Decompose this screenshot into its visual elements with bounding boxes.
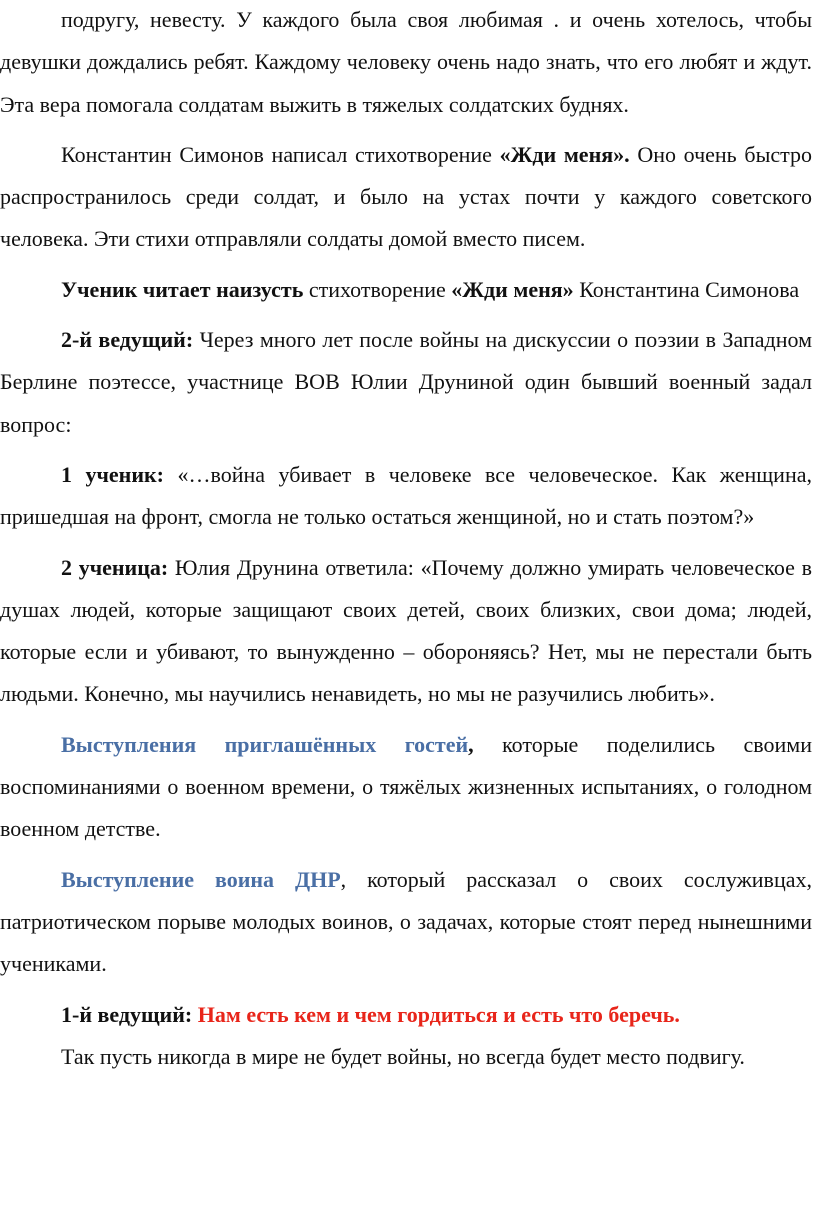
guests-highlight: Выступления приглашённых гостей [61, 731, 469, 757]
speaker-label: 2-й ведущий: [61, 327, 194, 353]
paragraph-text: Так пусть никогда в мире не будет войны, но всегда будет место подвигу. [61, 1043, 745, 1069]
paragraph-text: Константина Симонова [573, 276, 800, 302]
speaker-label: 1 ученик: [61, 461, 164, 487]
paragraph-student-recites [0, 269, 812, 311]
soldier-highlight: Выступление воина ДНР [61, 866, 341, 892]
poem-title: «Жди меня». [499, 141, 630, 167]
paragraph-host-1 [0, 994, 812, 1036]
speaker-label: 2 ученица: [61, 554, 169, 580]
paragraph-girlfriends [0, 0, 812, 126]
stage-direction: Ученик читает наизусть [61, 276, 304, 302]
poem-title: «Жди меня» [451, 276, 574, 302]
paragraph-student-1 [0, 454, 812, 539]
paragraph-simonov [0, 134, 812, 261]
paragraph-text: Через много лет после войны на дискуссии о поэзии в Западном Берлине поэтессе, участнице ВОВ Юлии Друниной один бывший военный задал вопрос: [0, 327, 812, 437]
paragraph-closing [0, 1036, 812, 1078]
paragraph-student-2 [0, 547, 812, 716]
paragraph-text: Оно очень быстро распространилось среди солдат, и было на устах почти у каждого советского человека. Эти стихи отправляли солдаты домой вместо писем. [0, 141, 812, 252]
speaker-label: 1-й ведущий: [61, 1001, 193, 1027]
paragraph-text: «…война убивает в человеке все человеческое. Как женщина, пришедшая на фронт, смогла не только остаться женщиной, но и стать поэтом?» [0, 461, 812, 530]
paragraph-text: , который рассказал о своих сослуживцах, патриотическом порыве молодых воинов, о задачах, которые стоят перед нынешними учениками. [0, 866, 812, 977]
closing-highlight: Нам есть кем и чем гордиться и есть что беречь. [197, 1001, 680, 1027]
punctuation: , [468, 731, 474, 757]
paragraph-text: Юлия Друнина ответила: «Почему должно умирать человеческое в душах людей, которые защищают своих детей, своих близких, свои дома; людей, которые если и убивают, то вынужденно – обороняясь? Нет, мы не перестали быть людьми. Конечно, мы научились ненавидеть, но мы не разучились любить». [0, 554, 812, 707]
paragraph-text: которые поделились своими воспоминаниями о военном времени, о тяжёлых жизненных испытаниях, о голодном военном детстве. [0, 731, 812, 842]
paragraph-text: подругу, невесту. У каждого была своя любимая . и очень хотелось, чтобы девушки дождались ребят. Каждому человеку очень надо знать, что его любят и ждут. Эта вера помогала солдатам выжить в тяжелых солдатских буднях. [0, 7, 812, 117]
paragraph-guests [0, 724, 812, 851]
paragraph-text: Константин Симонов написал стихотворение [61, 141, 500, 167]
paragraph-dnr-soldier [0, 859, 812, 986]
paragraph-host-2 [0, 319, 812, 446]
paragraph-text: стихотворение [303, 276, 452, 302]
